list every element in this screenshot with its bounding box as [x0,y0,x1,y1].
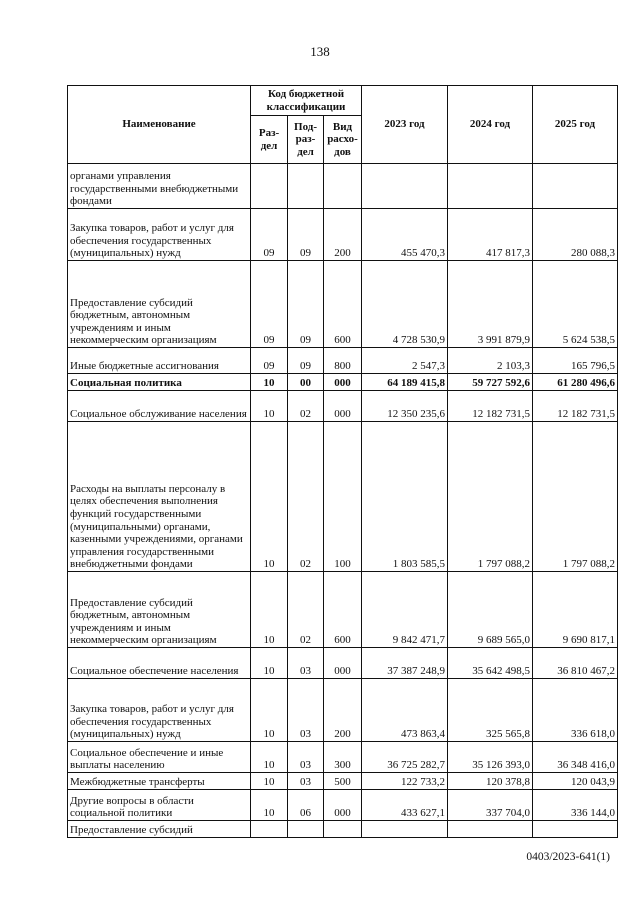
table-row [68,773,618,790]
row-2024-cell: 417 817,3 [448,209,533,261]
row-razdel-cell: 09 [251,209,288,261]
row-2023-cell: 122 733,2 [362,773,448,790]
row-name-cell: Иные бюджетные ассигнования [68,348,251,374]
row-2024-cell: 2 103,3 [448,348,533,374]
row-2025-cell: 61 280 496,6 [533,374,618,391]
row-2025-cell: 36 810 467,2 [533,648,618,679]
row-podrazdel-cell: 09 [288,209,324,261]
row-2025-cell: 165 796,5 [533,348,618,374]
row-razdel-cell: 10 [251,790,288,821]
row-2023-cell: 37 387 248,9 [362,648,448,679]
row-podrazdel-cell: 09 [288,348,324,374]
row-vid-cell [324,164,362,209]
row-razdel-cell [251,164,288,209]
row-2023-cell: 64 189 415,8 [362,374,448,391]
row-2023-cell: 9 842 471,7 [362,572,448,648]
row-vid-cell: 200 [324,679,362,742]
row-podrazdel-cell: 02 [288,572,324,648]
row-name-cell: Закупка товаров, работ и услуг для обеспечения государственных (муниципальных) нужд [68,679,251,742]
row-podrazdel-cell: 02 [288,391,324,422]
budget-table [67,85,618,838]
row-2023-cell: 36 725 282,7 [362,742,448,773]
table-row [68,261,618,348]
table-row [68,790,618,821]
row-2024-cell: 3 991 879,9 [448,261,533,348]
header-razdel: Раз-дел [251,116,288,164]
row-2024-cell [448,821,533,838]
document-code: 0403/2023-641(1) [526,851,610,863]
row-razdel-cell: 09 [251,261,288,348]
row-podrazdel-cell [288,164,324,209]
table-row [68,391,618,422]
row-name-cell: Социальное обеспечение и иные выплаты населению [68,742,251,773]
row-vid-cell: 000 [324,648,362,679]
row-2024-cell [448,164,533,209]
row-2025-cell: 1 797 088,2 [533,422,618,572]
row-vid-cell [324,821,362,838]
row-2025-cell [533,164,618,209]
row-2023-cell: 12 350 235,6 [362,391,448,422]
row-vid-cell: 000 [324,790,362,821]
row-name-cell: Социальная политика [68,374,251,391]
row-2025-cell: 280 088,3 [533,209,618,261]
row-2023-cell: 4 728 530,9 [362,261,448,348]
row-2025-cell: 9 690 817,1 [533,572,618,648]
row-razdel-cell: 10 [251,391,288,422]
row-podrazdel-cell: 02 [288,422,324,572]
row-name-cell: Межбюджетные трансферты [68,773,251,790]
row-name-cell: органами управления государственными внебюджетными фондами [68,164,251,209]
row-podrazdel-cell: 03 [288,679,324,742]
row-2023-cell: 473 863,4 [362,679,448,742]
row-2024-cell: 9 689 565,0 [448,572,533,648]
row-razdel-cell: 10 [251,679,288,742]
row-podrazdel-cell: 03 [288,742,324,773]
row-name-cell: Расходы на выплаты персоналу в целях обеспечения выполнения функций государственными (муниципальными) органами, казенными учреждениями, органами управления государственными внебюджетными фондами [68,422,251,572]
row-2023-cell [362,821,448,838]
row-razdel-cell: 10 [251,572,288,648]
row-2023-cell: 2 547,3 [362,348,448,374]
row-2024-cell: 1 797 088,2 [448,422,533,572]
row-name-cell: Предоставление субсидий бюджетным, автономным учреждениям и иным некоммерческим организациям [68,261,251,348]
row-name-cell: Социальное обслуживание населения [68,391,251,422]
row-vid-cell: 500 [324,773,362,790]
row-name-cell: Социальное обеспечение населения [68,648,251,679]
row-vid-cell: 100 [324,422,362,572]
table-row [68,821,618,838]
row-2025-cell: 12 182 731,5 [533,391,618,422]
row-vid-cell: 800 [324,348,362,374]
header-name: Наименование [68,86,251,164]
row-razdel-cell: 10 [251,773,288,790]
row-name-cell: Предоставление субсидий [68,821,251,838]
row-2023-cell: 433 627,1 [362,790,448,821]
row-2024-cell: 35 126 393,0 [448,742,533,773]
header-podrazdel: Под-раз-дел [288,116,324,164]
row-podrazdel-cell: 06 [288,790,324,821]
row-name-cell: Закупка товаров, работ и услуг для обеспечения государственных (муниципальных) нужд [68,209,251,261]
row-vid-cell: 600 [324,261,362,348]
row-2024-cell: 120 378,8 [448,773,533,790]
row-2024-cell: 337 704,0 [448,790,533,821]
table-row [68,572,618,648]
row-razdel-cell: 10 [251,648,288,679]
row-razdel-cell: 10 [251,374,288,391]
table-row [68,742,618,773]
row-razdel-cell [251,821,288,838]
row-2025-cell: 120 043,9 [533,773,618,790]
row-2025-cell: 336 144,0 [533,790,618,821]
row-podrazdel-cell: 03 [288,648,324,679]
row-podrazdel-cell: 09 [288,261,324,348]
row-2024-cell: 325 565,8 [448,679,533,742]
row-2023-cell: 1 803 585,5 [362,422,448,572]
table-row [68,348,618,374]
row-vid-cell: 000 [324,374,362,391]
row-2025-cell: 5 624 538,5 [533,261,618,348]
row-podrazdel-cell: 03 [288,773,324,790]
table-row [68,679,618,742]
table-row [68,209,618,261]
row-vid-cell: 300 [324,742,362,773]
row-2023-cell [362,164,448,209]
row-vid-cell: 200 [324,209,362,261]
table-row [68,164,618,209]
row-2024-cell: 35 642 498,5 [448,648,533,679]
header-2024: 2024 год [448,86,533,164]
row-2025-cell: 36 348 416,0 [533,742,618,773]
row-2025-cell [533,821,618,838]
table-row [68,648,618,679]
page-number: 138 [310,44,330,59]
table-row [68,422,618,572]
row-2024-cell: 12 182 731,5 [448,391,533,422]
row-podrazdel-cell [288,821,324,838]
row-2024-cell: 59 727 592,6 [448,374,533,391]
header-vid: Вид расхо-дов [324,116,362,164]
header-2023: 2023 год [362,86,448,164]
row-name-cell: Предоставление субсидий бюджетным, автономным учреждениям и иным некоммерческим организациям [68,572,251,648]
header-2025: 2025 год [533,86,618,164]
row-2025-cell: 336 618,0 [533,679,618,742]
row-vid-cell: 000 [324,391,362,422]
row-razdel-cell: 10 [251,422,288,572]
row-2023-cell: 455 470,3 [362,209,448,261]
row-razdel-cell: 09 [251,348,288,374]
row-vid-cell: 600 [324,572,362,648]
row-podrazdel-cell: 00 [288,374,324,391]
row-razdel-cell: 10 [251,742,288,773]
row-name-cell: Другие вопросы в области социальной политики [68,790,251,821]
header-code-group: Код бюджетной классификации [251,86,362,116]
table-row [68,374,618,391]
